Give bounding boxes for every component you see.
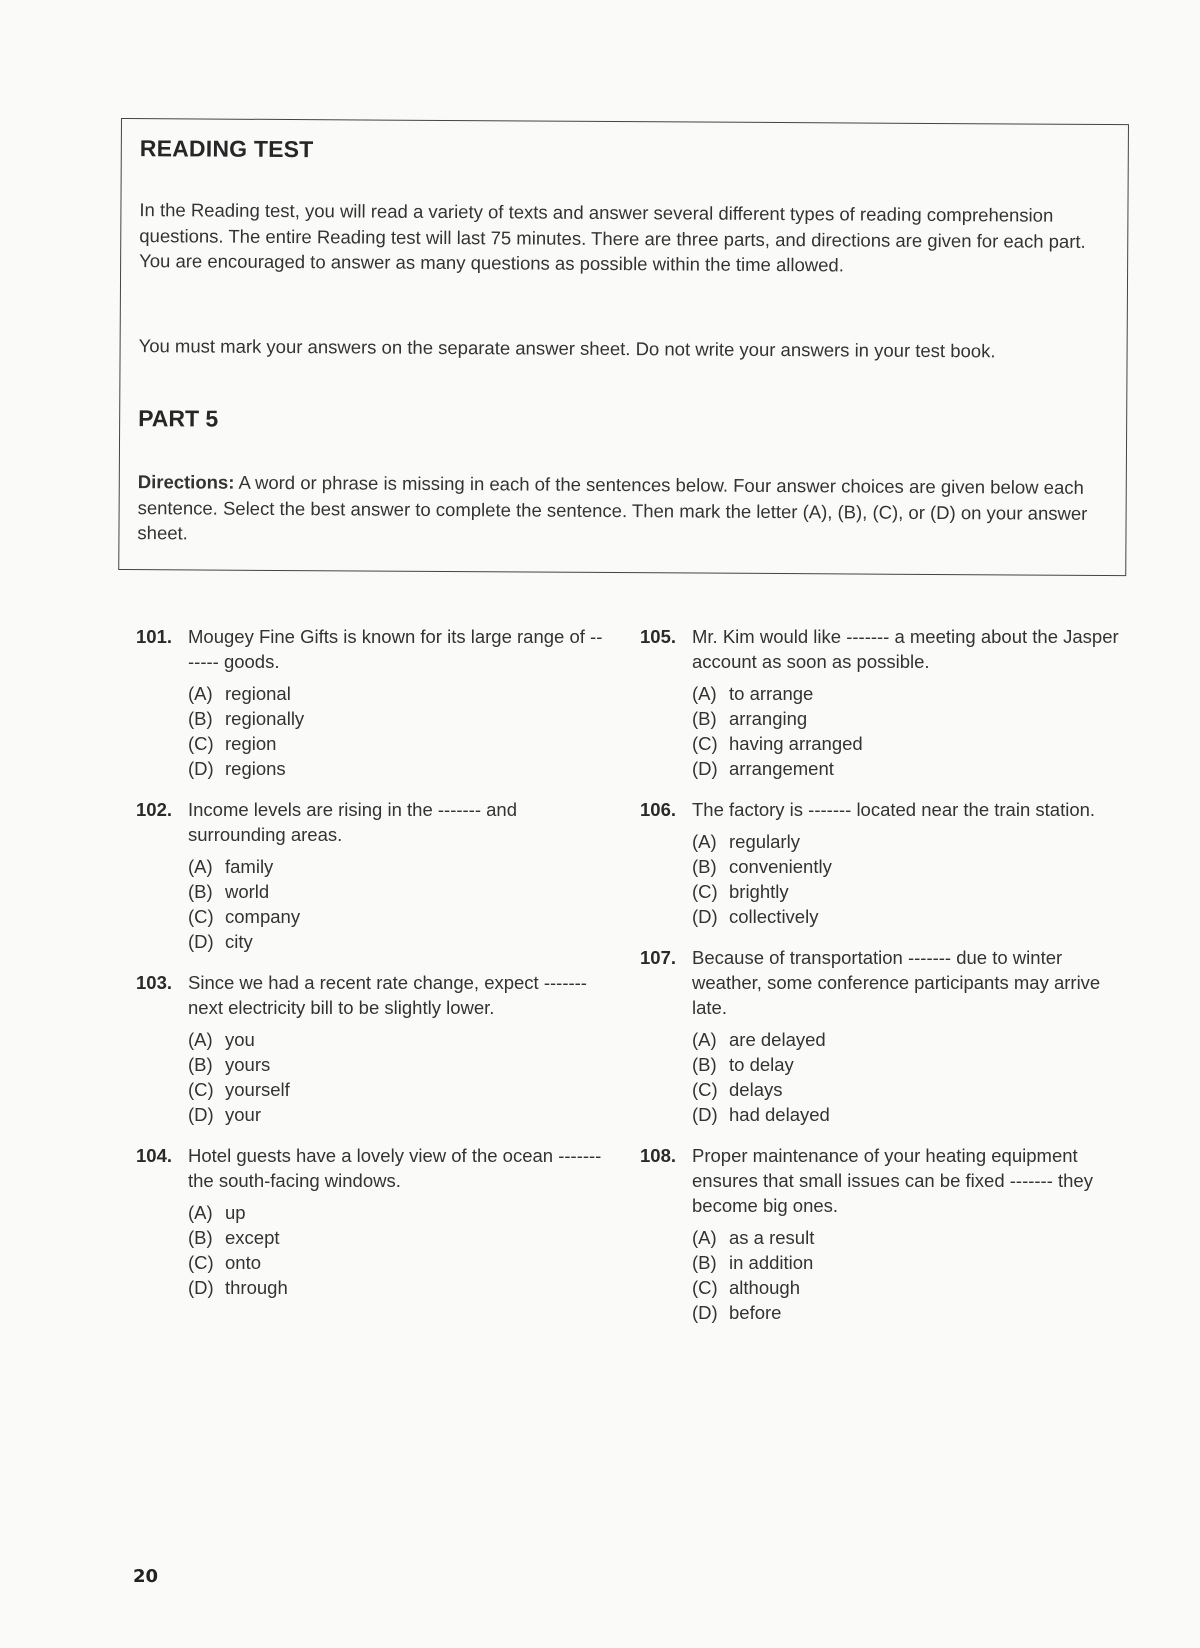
question-108 xyxy=(640,1143,1120,1325)
question-104 xyxy=(136,1143,606,1300)
question-number: 106. xyxy=(640,799,677,820)
option-text: your xyxy=(225,1104,261,1125)
answer-option xyxy=(692,1275,1120,1300)
answer-option xyxy=(188,1077,606,1102)
option-letter: (D) xyxy=(188,931,214,952)
answer-option xyxy=(188,1102,606,1127)
option-letter: (B) xyxy=(188,881,213,902)
option-letter: (A) xyxy=(692,831,717,852)
option-text: delays xyxy=(729,1079,783,1100)
option-letter: (D) xyxy=(188,758,214,779)
answer-option xyxy=(692,681,1120,706)
answer-options xyxy=(692,681,1120,781)
answer-option xyxy=(188,1200,606,1225)
intro-paragraph-1: In the Reading test, you will read a variety of texts and answer several different types of reading comprehension questions. The entire Reading test will last 75 minutes. There are three parts, and directions are given for each part. You are encouraged to answer as many questions as possible within the time allowed. xyxy=(139,199,1086,276)
option-letter: (D) xyxy=(692,1302,718,1323)
question-number: 101. xyxy=(136,626,173,647)
option-text: arrangement xyxy=(729,758,834,779)
question-number: 107. xyxy=(640,947,677,968)
answer-option xyxy=(188,1052,606,1077)
option-text: regional xyxy=(225,683,291,704)
option-text: had delayed xyxy=(729,1104,830,1125)
option-text: are delayed xyxy=(729,1029,826,1050)
answer-option xyxy=(188,929,606,954)
question-107 xyxy=(640,945,1120,1127)
page-number: 20 xyxy=(133,1566,159,1587)
option-text: yourself xyxy=(225,1079,290,1100)
question-102 xyxy=(136,797,606,954)
option-text: world xyxy=(225,881,270,902)
answer-option xyxy=(188,681,606,706)
question-number: 102. xyxy=(136,799,173,820)
answer-option xyxy=(692,1027,1120,1052)
option-letter: (D) xyxy=(692,1104,718,1125)
option-text: to arrange xyxy=(729,683,814,704)
answer-option xyxy=(692,1225,1120,1250)
answer-option xyxy=(692,1300,1120,1325)
question-number: 103. xyxy=(136,972,173,993)
option-letter: (A) xyxy=(188,683,213,704)
option-letter: (B) xyxy=(692,708,717,729)
option-letter: (A) xyxy=(188,856,213,877)
option-text: company xyxy=(225,906,301,927)
answer-option xyxy=(692,854,1120,879)
option-text: region xyxy=(225,733,277,754)
directions-label: Directions: xyxy=(137,471,235,493)
directions-paragraph xyxy=(137,469,1112,551)
answer-option xyxy=(188,1027,606,1052)
answer-option xyxy=(188,854,606,879)
option-text: brightly xyxy=(729,881,789,902)
option-text: family xyxy=(225,856,274,877)
option-letter: (B) xyxy=(188,1227,213,1248)
option-text: although xyxy=(729,1277,800,1298)
intro-paragraph-2: You must mark your answers on the separate answer sheet. Do not write your answers in your test book. xyxy=(138,335,996,362)
question-101 xyxy=(136,624,606,781)
questions-right-column xyxy=(640,624,1120,1341)
option-letter: (C) xyxy=(188,733,214,754)
option-text: regularly xyxy=(729,831,800,852)
option-letter: (B) xyxy=(692,856,717,877)
option-text: up xyxy=(225,1202,246,1223)
answer-option xyxy=(692,1250,1120,1275)
question-text: Proper maintenance of your heating equipment ensures that small issues can be fixed ------- they become big ones. xyxy=(692,1145,1093,1216)
option-letter: (A) xyxy=(692,683,717,704)
answer-options xyxy=(188,681,606,781)
option-text: in addition xyxy=(729,1252,814,1273)
option-letter: (C) xyxy=(188,1079,214,1100)
question-text: Since we had a recent rate change, expect ------- next electricity bill to be slightly lower. xyxy=(188,972,587,1018)
option-letter: (B) xyxy=(692,1252,717,1273)
question-text: Because of transportation ------- due to winter weather, some conference participants may arrive late. xyxy=(692,947,1101,1018)
answer-option xyxy=(692,1077,1120,1102)
answer-option xyxy=(188,1225,606,1250)
option-letter: (A) xyxy=(188,1029,213,1050)
answer-option xyxy=(188,1250,606,1275)
answer-option xyxy=(188,756,606,781)
option-letter: (A) xyxy=(188,1202,213,1223)
option-letter: (C) xyxy=(692,733,718,754)
answer-option xyxy=(692,1102,1120,1127)
question-text: Mougey Fine Gifts is known for its large range of ------- goods. xyxy=(188,626,603,672)
directions-text: A word or phrase is missing in each of the sentences below. Four answer choices are given below each sentence. Select the best answer to complete the sentence. Then mark the letter (A), (B), (C), or (D) on your answer sheet. xyxy=(137,471,1088,544)
question-number: 104. xyxy=(136,1145,173,1166)
option-letter: (C) xyxy=(188,906,214,927)
option-letter: (B) xyxy=(188,708,213,729)
option-text: before xyxy=(729,1302,782,1323)
question-number: 105. xyxy=(640,626,677,647)
option-text: regions xyxy=(225,758,286,779)
option-letter: (C) xyxy=(188,1252,214,1273)
option-text: having arranged xyxy=(729,733,863,754)
question-106 xyxy=(640,797,1120,929)
answer-options xyxy=(692,1225,1120,1325)
option-letter: (C) xyxy=(692,881,718,902)
question-text: The factory is ------- located near the train station. xyxy=(692,799,1096,820)
option-text: collectively xyxy=(729,906,819,927)
option-letter: (D) xyxy=(188,1277,214,1298)
question-text: Mr. Kim would like ------- a meeting about the Jasper account as soon as possible. xyxy=(692,626,1119,672)
option-text: except xyxy=(225,1227,280,1248)
option-text: onto xyxy=(225,1252,262,1273)
answer-options xyxy=(692,1027,1120,1127)
answer-options xyxy=(188,854,606,954)
answer-option xyxy=(692,879,1120,904)
answer-options xyxy=(692,829,1120,929)
answer-option xyxy=(692,1052,1120,1077)
option-letter: (A) xyxy=(692,1227,717,1248)
answer-option xyxy=(188,706,606,731)
answer-options xyxy=(188,1200,606,1300)
answer-option xyxy=(188,879,606,904)
answer-option xyxy=(188,1275,606,1300)
option-letter: (C) xyxy=(692,1079,718,1100)
option-text: city xyxy=(225,931,253,952)
option-text: conveniently xyxy=(729,856,832,877)
answer-option xyxy=(692,706,1120,731)
option-letter: (D) xyxy=(188,1104,214,1125)
question-number: 108. xyxy=(640,1145,677,1166)
option-text: as a result xyxy=(729,1227,815,1248)
option-text: through xyxy=(225,1277,288,1298)
option-letter: (B) xyxy=(188,1054,213,1075)
reading-test-title: READING TEST xyxy=(139,135,314,163)
answer-option xyxy=(188,731,606,756)
option-text: yours xyxy=(225,1054,271,1075)
question-text: Income levels are rising in the ------- and surrounding areas. xyxy=(188,799,517,845)
question-103 xyxy=(136,970,606,1127)
option-text: regionally xyxy=(225,708,305,729)
option-letter: (D) xyxy=(692,906,718,927)
reading-test-intro-box xyxy=(118,118,1129,576)
answer-option xyxy=(692,756,1120,781)
option-letter: (C) xyxy=(692,1277,718,1298)
questions-left-column xyxy=(136,624,606,1316)
option-letter: (B) xyxy=(692,1054,717,1075)
question-text: Hotel guests have a lovely view of the ocean ------- the south-facing windows. xyxy=(188,1145,602,1191)
answer-options xyxy=(188,1027,606,1127)
answer-option xyxy=(692,904,1120,929)
option-text: arranging xyxy=(729,708,808,729)
answer-option xyxy=(692,731,1120,756)
part-title: PART 5 xyxy=(138,405,219,432)
question-105 xyxy=(640,624,1120,781)
option-text: to delay xyxy=(729,1054,794,1075)
answer-option xyxy=(188,904,606,929)
option-letter: (A) xyxy=(692,1029,717,1050)
answer-option xyxy=(692,829,1120,854)
option-letter: (D) xyxy=(692,758,718,779)
option-text: you xyxy=(225,1029,255,1050)
